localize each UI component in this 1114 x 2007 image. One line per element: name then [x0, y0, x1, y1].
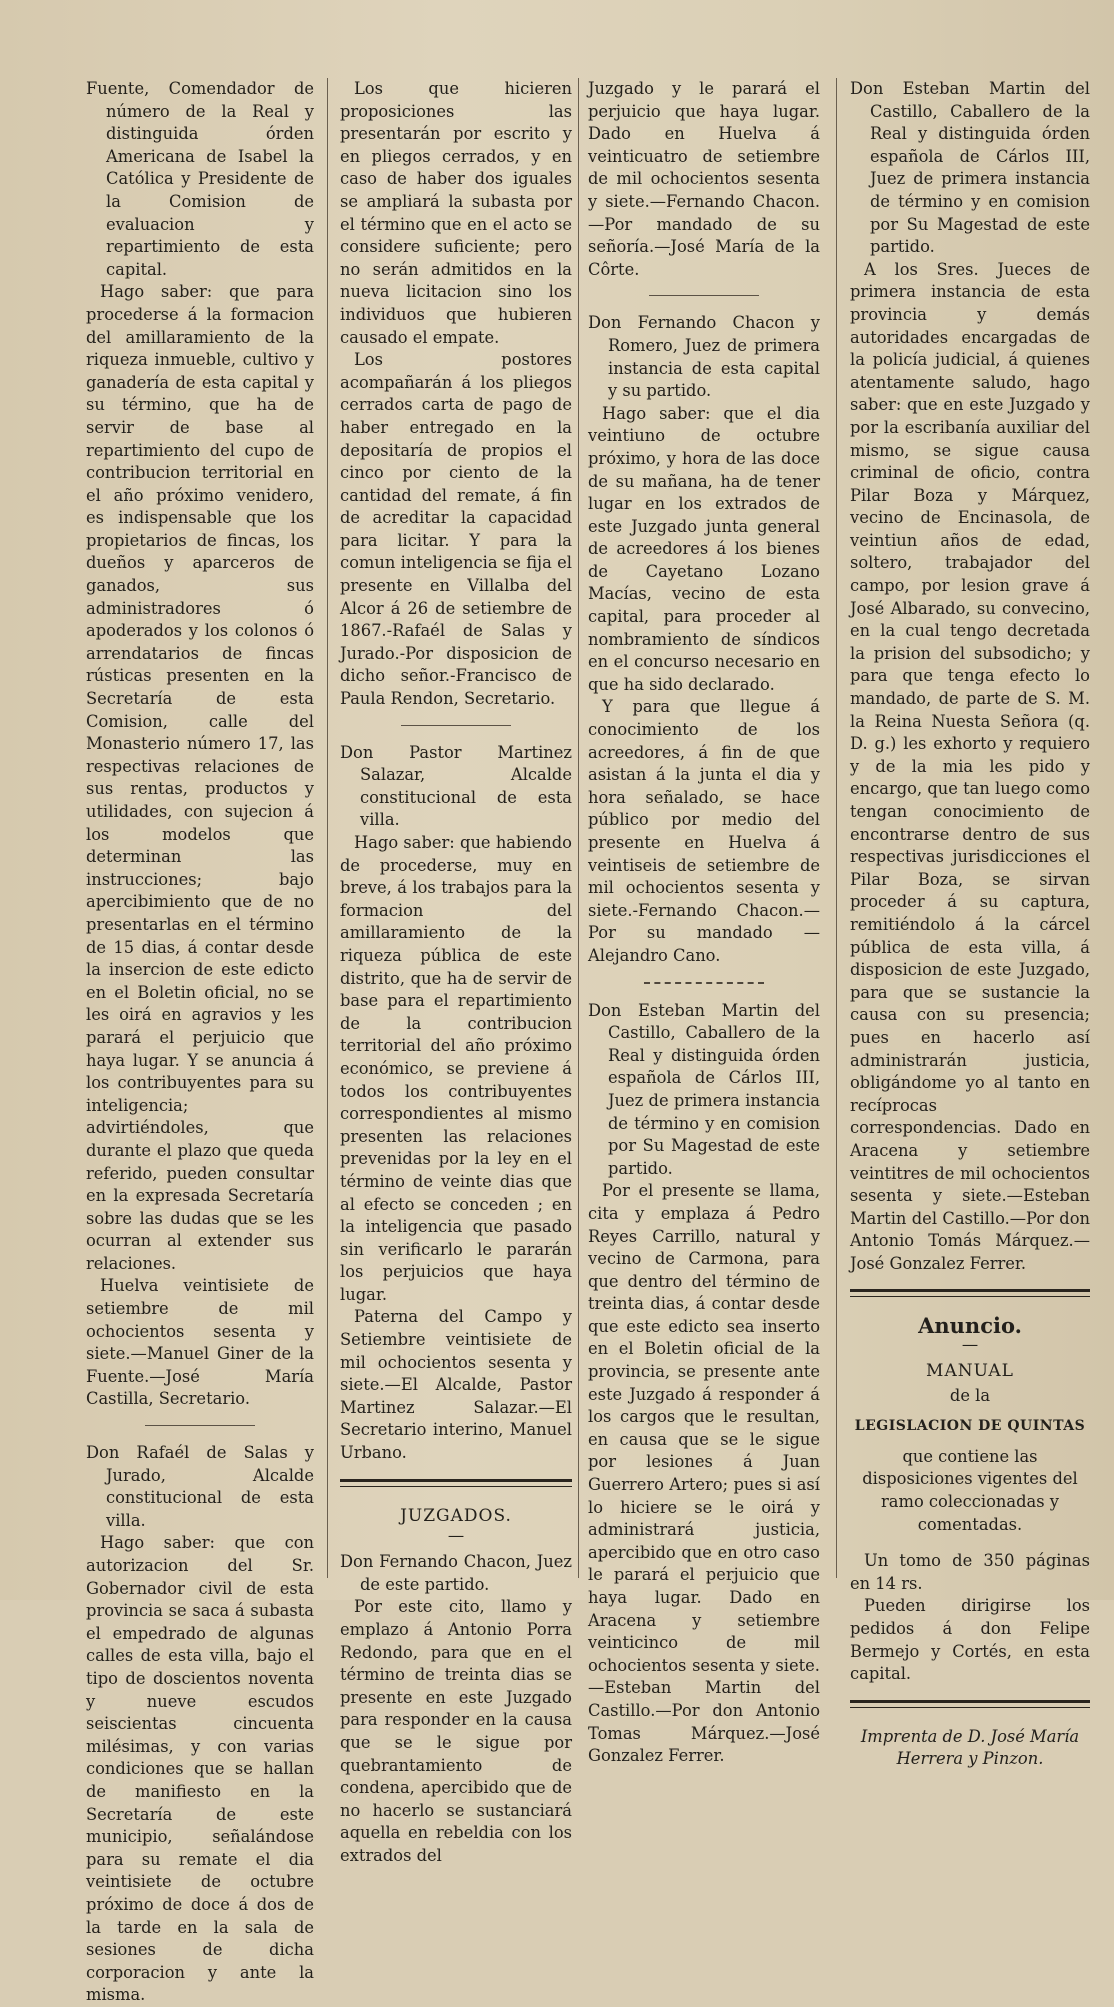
ad-manual: MANUAL	[926, 1361, 1014, 1382]
column-2	[340, 78, 572, 1865]
ad-title: Anuncio.	[918, 1313, 1022, 1339]
edict-heading: Don Fernando Chacon y Romero, Juez de primera instancia de esta capital y su partido.	[588, 313, 820, 401]
edict-body: Los que hicieren proposiciones las presentarán por escrito y en pliegos cerrados, y en caso de haber dos iguales se ampliará la subasta por el término que en el acto se considere suficiente; pero no serán admitidos en la nueva licitacion sino los individuos que hubieren causado el empate.	[340, 79, 572, 347]
column-1	[86, 78, 314, 2005]
ad-description: que contiene las disposiciones vigentes del ramo coleccionadas y comentadas.	[862, 1446, 1078, 1534]
imprint-line: Imprenta de D. José María	[860, 1726, 1080, 1746]
column-rule	[327, 78, 328, 1578]
edict-body: A los Sres. Jueces de primera instancia de esta provincia y demás autoridades encargadas de la policía judicial, á quienes atentamente saludo, hago saber: que en este Juzgado y por la escribanía auxiliar del mismo, se sigue causa criminal de oficio, contra Pilar Boza y Márquez, vecino de Encinasola, de veintiun años de edad, soltero, trabajador del campo, por lesion grave á José Albarado, su convecino, en la cual tengo decretada la prision del subsodicho; y para que tenga efecto lo mandado, de parte de S. M. la Reina Nuesta Señora (q. D. g.) les exhorto y requiero y de la mia les pido y encargo, que tan luego como tengan conocimiento de encontrarse dentro de sus respectivas jurisdicciones el Pilar Boza, se sirvan proceder á su captura, remitiéndolo á la cárcel pública de esta villa, á disposicion de este Juzgado, para que se sustancie la causa con su presencia; pues en hacerlo así administrarán justicia, obligándome yo al tanto en recíprocas correspondencias. Dado en Aracena y setiembre veintitres de mil ochocientos sesenta y siete.—Esteban Martin del Castillo.—Por don Antonio Tomás Márquez.—José Gonzalez Ferrer.	[850, 259, 1090, 1273]
edict-body: Y para que llegue á conocimiento de los acreedores, á fin de que asistan á la junta el dia y hora señalado, se hace público por medio del presente en Huelva á veintiseis de setiembre de mil ochocientos sesenta y siete.-Fernando Chacon.—Por su mandado — Alejandro Cano.	[588, 697, 820, 965]
separator	[145, 1425, 255, 1426]
edict-heading: Don Esteban Martin del Castillo, Caballero de la Real y distinguida órden española de Cárlos III, Juez de primera instancia de término y en comision por Su Magestad de este partido.	[588, 1000, 820, 1178]
ad-contact: Pueden dirigirse los pedidos á don Felipe Bermejo y Cortés, en esta capital.	[850, 1596, 1090, 1684]
section-rule	[850, 1296, 1090, 1297]
column-rule	[836, 78, 837, 1578]
column-4	[850, 78, 1090, 1769]
section-rule	[850, 1700, 1090, 1703]
separator	[649, 295, 759, 296]
section-rule	[850, 1289, 1090, 1292]
separator	[401, 725, 511, 726]
edict-body: Por el presente se llama, cita y emplaza á Pedro Reyes Carrillo, natural y vecino de Carmona, para que dentro del término de treinta dias, á contar desde que este edicto sea inserto en el Boletin oficial de la provincia, se presente ante este Juzgado á responder á los cargos que le resultan, en causa que se le sigue por lesiones á Juan Guerrero Artero; pues si así lo hiciere se le oirá y administrará justicia, apercibido que en otro caso le parará el perjuicio que haya lugar. Dado en Aracena y setiembre veinticinco de mil ochocientos sesenta y siete.—Esteban Martin del Castillo.—Por don Antonio Tomas Márquez.—José Gonzalez Ferrer.	[588, 1181, 820, 1766]
edict-body: Hago saber: que con autorizacion del Sr. Gobernador civil de esta provincia se saca á subasta el empedrado de algunas calles de esta villa, bajo el tipo de doscientos noventa y nueve escudos seiscientas cincuenta milésimas, y con varias condiciones que se hallan de manifiesto en la Secretaría de este municipio, señalándose para su remate el dia veintisiete de octubre próximo de doce á dos de la tarde en la sala de sesiones de dicha corporacion y ante la misma.	[86, 1533, 314, 2005]
edict-heading: Don Pastor Martinez Salazar, Alcalde constitucional de esta villa.	[340, 742, 572, 830]
ad-legislacion: LEGISLACION DE QUINTAS	[854, 1418, 1086, 1435]
edict-body: Por este cito, llamo y emplazo á Antonio Porra Redondo, para que en el término de treinta dias se presente en este Juzgado para responder en la causa que se le sigue por quebrantamiento de condena, apercibido que de no hacerlo se sustanciará aquella en rebeldia con los extrados del	[340, 1597, 572, 1865]
edict-body: Los postores acompañarán á los pliegos cerrados carta de pago de haber entregado en la depositaría de propios el cinco por ciento de la cantidad del remate, á fin de acreditar la capacidad para licitar. Y para la comun inteligencia se fija el presente en Villalba del Alcor á 26 de setiembre de 1867.-Rafaél de Salas y Jurado.-Por disposicion de dicho señor.-Francisco de Paula Rendon, Secretario.	[340, 350, 572, 709]
edict-body: Hago saber: que el dia veintiuno de octubre próximo, y hora de las doce de su mañana, ha de tener lugar en los extrados de este Juzgado junta general de acreedores á los bienes de Cayetano Lozano Macías, vecino de esta capital, para proceder al nombramiento de síndicos en el concurso necesario en que ha sido declarado.	[588, 403, 820, 694]
column-rule	[578, 78, 579, 1578]
column-3	[588, 78, 820, 1766]
section-title: JUZGADOS.	[400, 1505, 512, 1526]
edict-heading: Don Fernando Chacon, Juez de este partido.	[340, 1552, 572, 1594]
edict-body: Hago saber: que para procederse á la formacion del amillaramiento de la riqueza inmueble, cultivo y ganadería de esta capital y su término, que ha de servir de base al repartimiento del cupo de contribucion territorial en el año próximo venidero, es indispensable que los propietarios de fincas, los dueños y aparceros de ganados, sus administradores ó apoderados y los colonos ó arrendatarios de fincas rústicas presenten en la Secretaría de esta Comision, calle del Monasterio número 17, las respectivas relaciones de sus rentas, productos y utilidades, con sujecion á los modelos que determinan las instrucciones; bajo apercibimiento que de no presentarlas en el término de 15 dias, á contar desde la insercion de este edicto en el Boletin oficial, no se les oirá en agravios y les parará el perjuicio que haya lugar. Y se anuncia á los contribuyentes para su inteligencia; advirtiéndoles, que durante el plazo que queda referido, pueden consultar en la expresada Secretaría sobre las dudas que se les ocurran al extender sus relaciones.	[86, 282, 314, 1273]
edict-body: Juzgado y le parará el perjuicio que haya lugar. Dado en Huelva á veinticuatro de setiembre de mil ochocientos sesenta y siete.—Fernando Chacon.—Por mandado de su señoría.—José María de la Côrte.	[588, 79, 820, 279]
section-rule	[850, 1707, 1090, 1708]
section-rule	[340, 1486, 572, 1487]
edict-signature: Paterna del Campo y Setiembre veintisiete de mil ochocientos sesenta y siete.—El Alcalde, Pastor Martinez Salazar.—El Secretario interino, Manuel Urbano.	[340, 1307, 572, 1463]
edict-heading: Fuente, Comendador de número de la Real y distinguida órden Americana de Isabel la Católica y Presidente de la Comision de evaluacion y repartimiento de esta capital.	[86, 79, 314, 279]
section-dash: —	[447, 1526, 465, 1546]
ad-price: Un tomo de 350 páginas en 14 rs.	[850, 1551, 1090, 1593]
edict-signature: Huelva veintisiete de setiembre de mil ochocientos sesenta y siete.—Manuel Giner de la Fuente.—José María Castilla, Secretario.	[86, 1276, 314, 1409]
imprint-line: Herrera y Pinzon.	[896, 1749, 1044, 1769]
edict-body: Hago saber: que habiendo de procederse, muy en breve, á los trabajos para la formacion del amillaramiento de la riqueza pública de este distrito, que ha de servir de base para el repartimiento de la contribucion territorial del año próximo económico, se previene á todos los contribuyentes correspondientes al mismo presenten las relaciones prevenidas por la ley en el término de veinte dias que al efecto se conceden ; en la inteligencia que pasado sin verificarlo le pararán los perjuicios que haya lugar.	[340, 833, 572, 1304]
edict-heading: Don Esteban Martin del Castillo, Caballero de la Real y distinguida órden española de Cárlos III, Juez de primera instancia de término y en comision por Su Magestad de este partido.	[850, 79, 1090, 257]
edict-heading: Don Rafaél de Salas y Jurado, Alcalde constitucional de esta villa.	[86, 1443, 314, 1530]
section-rule	[340, 1479, 572, 1482]
ad-dash: —	[961, 1335, 979, 1355]
ad-de-la: de la	[949, 1385, 991, 1405]
separator	[644, 982, 764, 984]
